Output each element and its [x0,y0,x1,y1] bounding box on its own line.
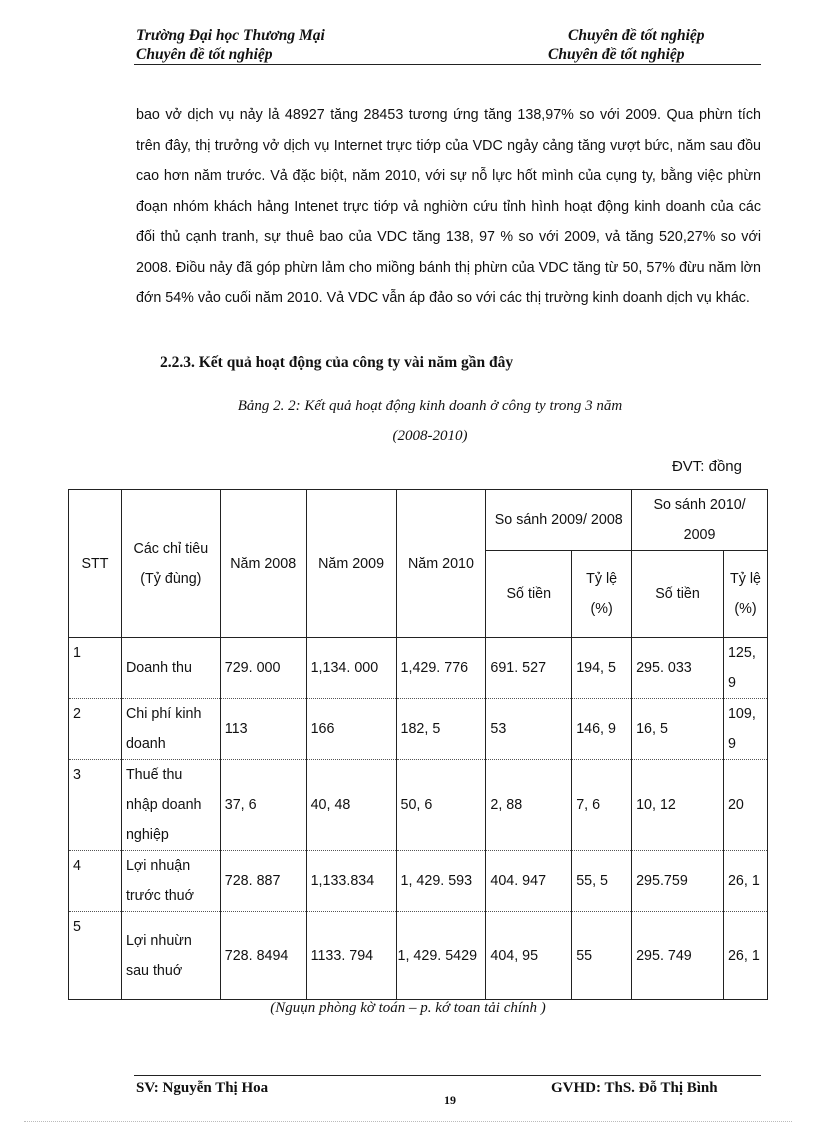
footer-student: SV: Nguyễn Thị Hoa [136,1080,269,1096]
header-2010: Năm 2010 [396,490,486,638]
cell-amount-2: 295.759 [632,851,724,912]
cell-stt: 2 [69,699,122,760]
header-2008: Năm 2008 [220,490,306,638]
cell-amount-1: 2, 88 [486,760,572,851]
page-bottom-border [24,1121,792,1122]
cell-indicator: Thuế thu nhập doanh nghiệp [121,760,220,851]
cell-2010: 1, 429. 593 [396,851,486,912]
cell-2009: 1,134. 000 [306,638,396,699]
table-caption: Bảng 2. 2: Kết quả hoạt động kinh doanh ở công ty trong 3 năm [237,398,623,414]
table-row [69,760,768,851]
cell-2009: 166 [306,699,396,760]
unit-label: ĐVT: đồng [671,458,742,475]
cell-ratio-2: 26, 1 [723,912,767,1000]
cell-2010: 50, 6 [396,760,486,851]
header-stt: STT [69,490,122,638]
cell-stt: 4 [69,851,122,912]
cell-stt: 5 [69,912,122,1000]
cell-2008: 729. 000 [220,638,306,699]
cell-2009: 40, 48 [306,760,396,851]
cell-ratio-1: 55, 5 [572,851,632,912]
footer-rule [134,1075,761,1076]
header-ratio-2: Tỷ lệ (%) [723,551,767,638]
cell-indicator: Lợi nhuừn sau thuớ [121,912,220,1000]
cell-amount-1: 53 [486,699,572,760]
cell-2010: 1, 429. 5429 [396,912,486,1000]
header-compare-2009-2008: So sánh 2009/ 2008 [486,490,632,551]
header-ratio-1: Tỷ lệ (%) [572,551,632,638]
table-row [69,638,768,699]
cell-2008: 113 [220,699,306,760]
cell-2009: 1133. 794 [306,912,396,1000]
cell-ratio-1: 7, 6 [572,760,632,851]
cell-amount-2: 10, 12 [632,760,724,851]
header-indicator: Các chỉ tiêu (Tỷ đùng) [121,490,220,638]
cell-ratio-2: 125, 9 [723,638,767,699]
header-rule [134,64,761,65]
footer-advisor: GVHD: ThS. Đỗ Thị Bình [551,1080,718,1096]
header-doc-type-right-1: Chuyên đề tốt nghiệp [568,27,705,44]
table-row [69,851,768,912]
cell-2008: 728. 887 [220,851,306,912]
table-row [69,699,768,760]
cell-ratio-1: 194, 5 [572,638,632,699]
cell-ratio-1: 146, 9 [572,699,632,760]
cell-ratio-2: 20 [723,760,767,851]
cell-amount-2: 295. 033 [632,638,724,699]
page-number: 19 [444,1093,456,1107]
cell-2009: 1,133.834 [306,851,396,912]
cell-amount-1: 691. 527 [486,638,572,699]
cell-indicator: Chi phí kinh doanh [121,699,220,760]
header-amount-2: Số tiền [632,551,724,638]
cell-amount-2: 295. 749 [632,912,724,1000]
header-doc-type-right-2: Chuyên đề tốt nghiệp [548,46,685,63]
cell-ratio-1: 55 [572,912,632,1000]
header-school-name: Trường Đại học Thương Mại [136,27,325,44]
cell-2008: 728. 8494 [220,912,306,1000]
header-compare-2010-2009: So sánh 2010/ 2009 [632,490,768,551]
header-doc-type-left: Chuyên đề tốt nghiệp [136,46,273,63]
cell-ratio-2: 109, 9 [723,699,767,760]
header-left [136,26,325,64]
cell-amount-1: 404, 95 [486,912,572,1000]
cell-indicator: Lợi nhuận trước thuớ [121,851,220,912]
header-amount-1: Số tiền [486,551,572,638]
cell-indicator: Doanh thu [121,638,220,699]
cell-stt: 3 [69,760,122,851]
cell-2010: 182, 5 [396,699,486,760]
cell-stt: 1 [69,638,122,699]
cell-amount-1: 404. 947 [486,851,572,912]
table-row [69,912,768,1000]
cell-ratio-2: 26, 1 [723,851,767,912]
body-paragraph: bao vở dịch vụ nảy lả 48927 tăng 28453 tương ứng tăng 138,97% so với 2009. Qua phừn tích trên đây, thị trưởng vở dịch vụ Internet trực tiớp của VDC ngảy cảng tăng vượt bức, năm sau đồu cao hơn năm trước. Vả đặc biột, năm 2010, với sự nỗ lực hốt mình của cụng ty, bằng việc phừn đoạn nhóm khách hảng Intenet trực tiớp vả nghiờn cứu tỉnh hình hoạt động kinh doanh của các đối thủ cạnh tranh, sự thuê bao của VDC tăng 138, 97 % so với 2009, vả tăng 520,27% so với 2008. Điồu nảy đã góp phừn lảm cho miồng bánh thị phừn của VDC tăng từ 50, 57% đừu năm lờn đớn 54% vảo cuối năm 2010. Vả VDC vẫn áp đảo so với các thị trường kinh doanh dịch vụ khác. [136,107,761,306]
table-caption-years: (2008-2010) [392,428,468,444]
header-right [548,26,705,64]
header-2009: Năm 2009 [306,490,396,638]
section-heading: 2.2.3. Kết quả hoạt động của công ty vài năm gần đây [160,354,514,371]
cell-2008: 37, 6 [220,760,306,851]
table-source: (Nguụn phòng kờ toán – p. kớ toan tải chính ) [270,1000,546,1016]
results-table [68,489,768,1000]
cell-2010: 1,429. 776 [396,638,486,699]
cell-amount-2: 16, 5 [632,699,724,760]
